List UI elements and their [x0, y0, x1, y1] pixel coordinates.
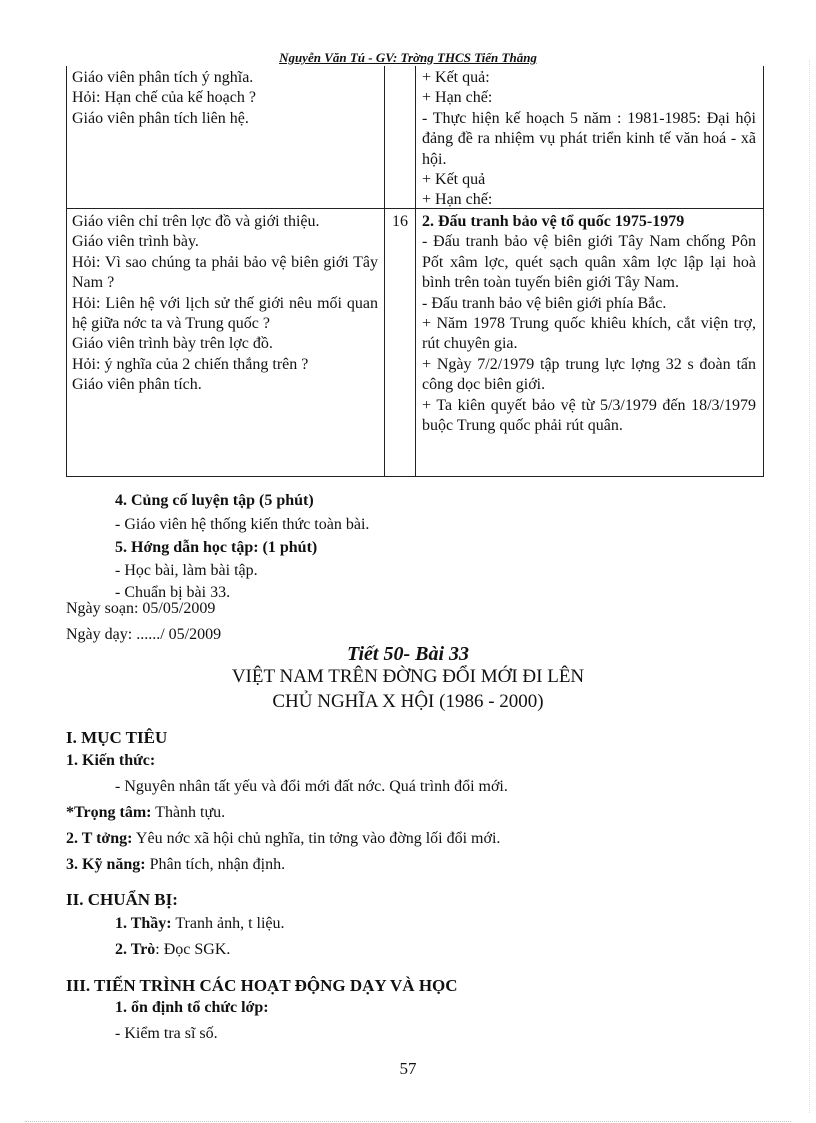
teach-date: Ngày dạy: ....../ 05/2009	[66, 626, 222, 643]
student-prep-text: : Đọc SGK.	[155, 941, 231, 958]
lesson-number: Tiết 50- Bài 33	[346, 643, 470, 665]
row1-content	[422, 68, 756, 211]
section-5-item: - Học bài, làm bài tập.	[115, 562, 258, 579]
row1-left-line: Giáo viên phân tích liên hệ.	[72, 109, 249, 127]
skills-label: 3. Kỹ năng:	[66, 856, 146, 873]
row1-teacher-activity	[72, 68, 378, 129]
page-bottom-edge	[25, 1121, 791, 1122]
procedure-item: - Kiểm tra sĩ số.	[115, 1025, 218, 1042]
row2-left-line: Giáo viên chỉ trên lợc đồ và giới thiệu.	[72, 213, 320, 230]
table-divider-2	[415, 66, 416, 477]
section-procedure-heading: III. TIẾN TRÌNH CÁC HOẠT ĐỘNG DẠY VÀ HỌC	[66, 976, 458, 995]
row2-left-line: Giáo viên trình bày trên lợc đồ.	[72, 335, 273, 353]
row2-duration: 16	[392, 213, 408, 230]
section-preparation-heading: II. CHUẨN BỊ:	[66, 890, 178, 909]
row2-left-line: Giáo viên trình bày.	[72, 233, 199, 251]
teacher-prep-line	[115, 915, 285, 933]
prep-date: Ngày soạn: 05/05/2009	[66, 600, 216, 617]
row1-right-line: + Kết quả	[422, 171, 486, 189]
section-4-item: - Giáo viên hệ thống kiến thức toàn bài.	[115, 516, 370, 533]
attitude-label: 2. T tởng:	[66, 830, 133, 847]
attitude-line	[66, 830, 500, 848]
row2-right-line: - Đấu tranh bảo vệ biên giới Tây Nam chống Pôn Pốt xâm lợc, quét sạch quân xâm lợc lập lại hoà bình trên toàn tuyến biên giới Tây Nam.	[422, 233, 756, 292]
row1-right-line: - Thực hiện kế hoạch 5 năm : 1981-1985: Đại hội đảng đề ra nhiệm vụ phát triển kinh tế văn hoá - xã hội.	[422, 109, 756, 168]
page-number: 57	[399, 1059, 417, 1078]
table-border-left	[66, 66, 67, 477]
lesson-title-line-1: VIỆT NAM TRÊN ĐỜNG ĐỔI MỚI ĐI LÊN	[231, 666, 585, 687]
procedure-subheading: 1. ổn định tổ chức lớp:	[115, 999, 269, 1016]
focus-label: *Trọng tâm:	[66, 804, 152, 821]
knowledge-label: 1. Kiến thức:	[66, 752, 156, 769]
section-5-title: 5. Hớng dẫn học tập: (1 phút)	[115, 539, 318, 556]
lesson-table	[66, 66, 764, 477]
row2-right-line: + Ngày 7/2/1979 tập trung lực lợng 32 s đoàn tấn công dọc biên giới.	[422, 355, 756, 394]
skills-text: Phân tích, nhận định.	[145, 856, 286, 873]
row2-section-title: 2. Đấu tranh bảo vệ tổ quốc 1975-1979	[422, 213, 685, 230]
lesson-title-line-2: CHỦ NGHĨA X HỘI (1986 - 2000)	[272, 691, 544, 712]
page-header: Nguyễn Văn Tú - GV: Trờng THCS Tiến Thắng	[279, 50, 537, 65]
table-border-right	[763, 66, 764, 477]
page-right-edge	[809, 60, 810, 1113]
focus-text: Thành tựu.	[151, 804, 226, 821]
focus-line	[66, 804, 225, 822]
section-4-title: 4. Củng cố luyện tập (5 phút)	[115, 492, 314, 509]
attitude-text: Yêu nớc xã hội chủ nghĩa, tin tởng vào đờng lối đổi mới.	[132, 830, 501, 847]
row2-left-line: Hỏi: Liên hệ với lịch sử thế giới nêu mối quan hệ giữa nớc ta và Trung quốc ?	[72, 294, 378, 333]
row2-left-line: Hỏi: ý nghĩa của 2 chiến thắng trên ?	[72, 355, 309, 373]
row1-right-line: + Hạn chế:	[422, 89, 493, 107]
row1-right-line: + Kết quả:	[422, 69, 490, 86]
row1-right-line: + Hạn chế:	[422, 191, 493, 209]
row2-left-line: Giáo viên phân tích.	[72, 376, 202, 394]
table-divider-1	[384, 66, 385, 477]
skills-line	[66, 856, 285, 874]
table-border-bottom	[66, 476, 764, 477]
row1-left-line: Hỏi: Hạn chế của kế hoạch ?	[72, 89, 256, 107]
row2-right-line: + Ta kiên quyết bảo vệ từ 5/3/1979 đến 18/3/1979 buộc Trung quốc phải rút quân.	[422, 396, 756, 435]
section-5-item: - Chuẩn bị bài 33.	[115, 584, 231, 601]
row2-teacher-activity	[72, 212, 378, 396]
teacher-prep-label: 1. Thầy:	[115, 915, 172, 932]
section-objectives-heading: I. MỤC TIÊU	[66, 728, 168, 747]
row2-left-line: Hỏi: Vì sao chúng ta phải bảo vệ biên giới Tây Nam ?	[72, 253, 378, 292]
teacher-prep-text: Tranh ảnh, t liệu.	[171, 915, 285, 932]
row2-content	[422, 212, 756, 436]
student-prep-label: 2. Trò	[115, 941, 156, 958]
student-prep-line	[115, 941, 230, 959]
row1-left-line: Giáo viên phân tích ý nghĩa.	[72, 69, 254, 86]
row2-right-line: + Năm 1978 Trung quốc khiêu khích, cắt viện trợ, rút chuyên gia.	[422, 315, 756, 353]
knowledge-text: - Nguyên nhân tất yếu và đổi mới đất nớc. Quá trình đổi mới.	[115, 778, 508, 795]
row2-right-line: - Đấu tranh bảo vệ biên giới phía Bắc.	[422, 294, 667, 312]
